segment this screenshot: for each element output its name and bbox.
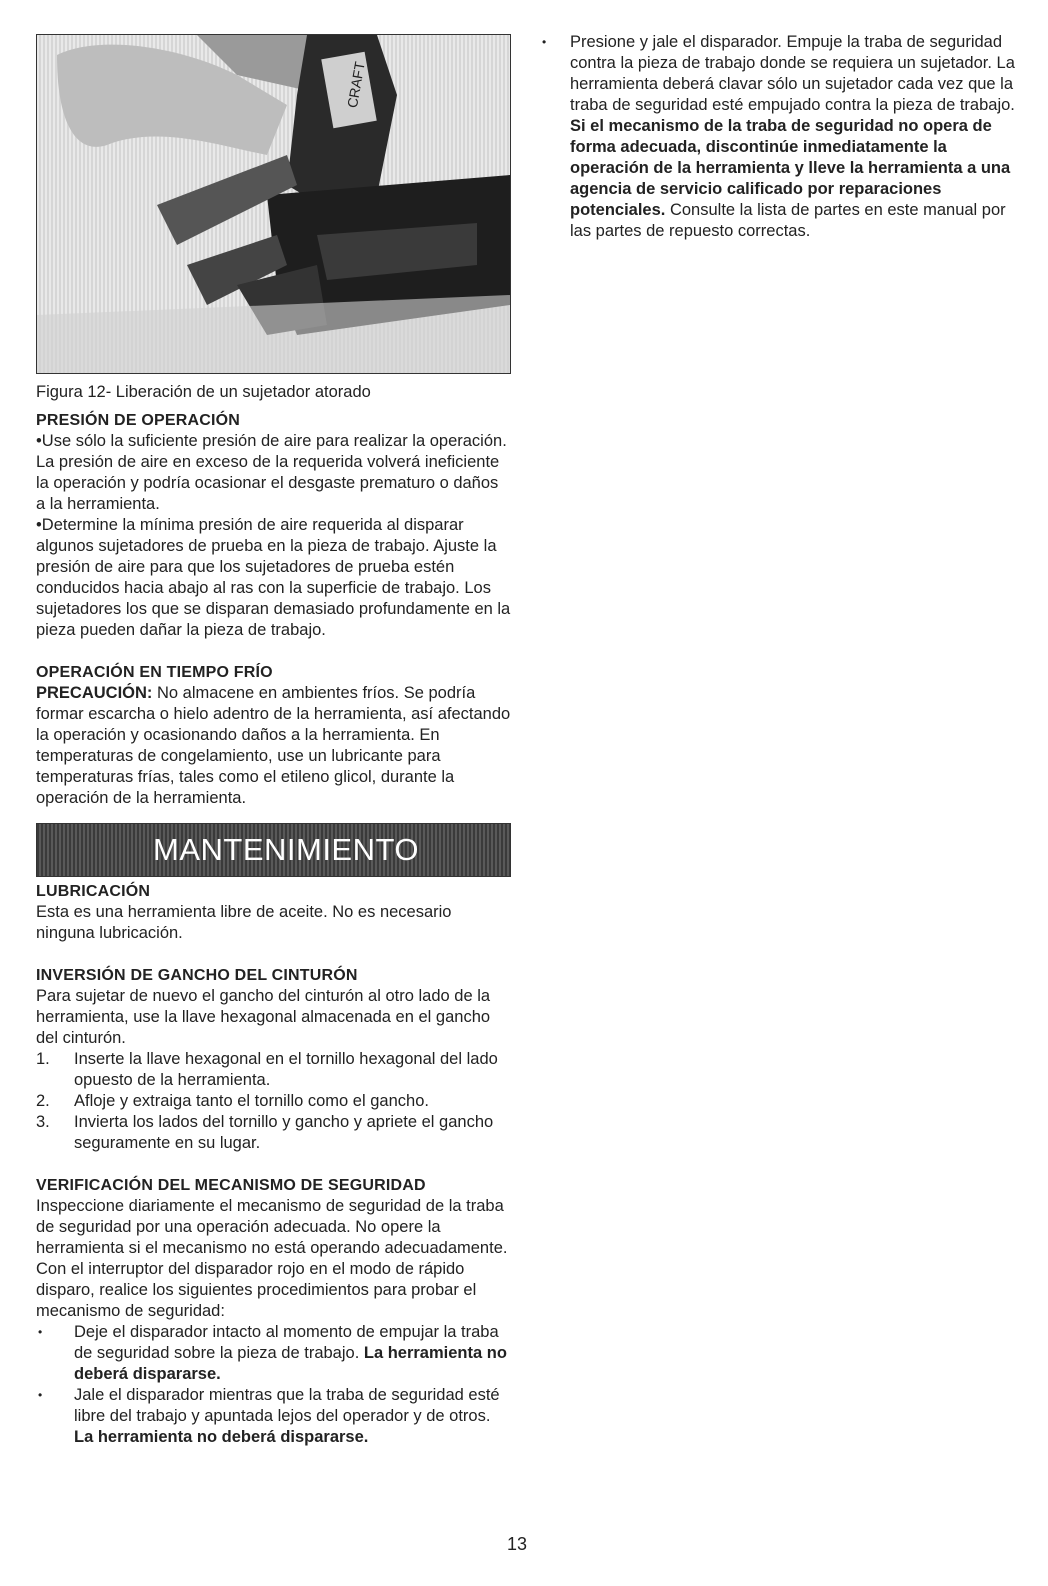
- frio-para: [36, 683, 511, 809]
- page-number: 13: [507, 1534, 528, 1554]
- banner-title: MANTENIMIENTO: [153, 832, 419, 867]
- gancho-steps: [36, 1049, 511, 1154]
- figure-caption: Figura 12- Liberación de un sujetador atorado: [36, 383, 371, 401]
- presion-para-1: •Use sólo la suficiente presión de aire para realizar la operación. La presión de aire en exceso de la requerida volverá ineficiente la operación y podría ocasionar el desgaste prematuro o daños a la herramienta.: [36, 432, 507, 513]
- right-text-bold: Si el mecanismo de la traba de seguridad no opera de forma adecuada, discontinúe inmediatamente la operación de la herramienta y lleve la herramienta a una agencia de servicio calificado por reparaciones potenciales.: [570, 117, 1011, 219]
- heading-verificacion: VERIFICACIÓN DEL MECANISMO DE SEGURIDAD: [36, 1177, 426, 1194]
- heading-frio: OPERACIÓN EN TIEMPO FRÍO: [36, 664, 273, 681]
- maintenance-banner: [36, 823, 511, 877]
- presion-para-2: •Determine la mínima presión de aire requerida al disparar algunos sujetadores de prueba en la pieza de trabajo. Ajuste la presión de aire para que los sujetadores de prueba estén conducidos hacia abajo al ras con la superficie de trabajo. Los sujetadores los que se disparan demasiado profundamente en la pieza pueden dañar la pieza de trabajo.: [36, 516, 511, 639]
- heading-presion: PRESIÓN DE OPERACIÓN: [36, 412, 241, 429]
- list-item: 3. Invierta los lados del tornillo y gancho y apriete el gancho seguramente en su lugar.: [36, 1113, 494, 1152]
- tool-brand-label: CRAFT: [343, 60, 368, 110]
- list-item: • Jale el disparador mientras que la traba de seguridad esté libre del trabajo y apuntada lejos del operador y de otros. La herramienta no deberá dispararse.: [38, 1386, 500, 1446]
- heading-gancho: INVERSIÓN DE GANCHO DEL CINTURÓN: [36, 967, 358, 984]
- right-text-after: Consulte la lista de partes en este manual por las partes de repuesto correctas.: [570, 201, 1006, 240]
- lubricacion-text: Esta es una herramienta libre de aceite. No es necesario ninguna lubricación.: [36, 903, 452, 942]
- right-text-before: Presione y jale el disparador. Empuje la traba de seguridad contra la pieza de trabajo donde se requiera un sujetador. La herramienta deberá clavar sólo un sujetador cada vez que la traba de seguridad esté empujado contra la pieza de trabajo.: [570, 33, 1015, 114]
- list-item: 1. Inserte la llave hexagonal en el tornillo hexagonal del lado opuesto de la herramienta.: [36, 1050, 498, 1089]
- list-item: 2. Afloje y extraiga tanto el tornillo como el gancho.: [36, 1092, 429, 1110]
- nailer-illustration: [37, 35, 510, 373]
- verificacion-para-2: Con el interruptor del disparador rojo en el modo de rápido disparo, realice los siguientes procedimientos para probar el mecanismo de seguridad:: [36, 1260, 477, 1320]
- right-column: [540, 32, 1018, 242]
- list-item: [540, 32, 1018, 242]
- bullet: •: [542, 35, 547, 49]
- list-item: • Deje el disparador intacto al momento de empujar la traba de seguridad sobre la pieza de trabajo. La herramienta no deberá dispararse.: [38, 1323, 507, 1383]
- caution-text: No almacene en ambientes fríos. Se podría formar escarcha o hielo adentro de la herramienta, así afectando la operación y ocasionando daños a la herramienta. En temperaturas de congelamiento, use un lubricante para temperaturas frías, tales como el etileno glicol, durante la operación de la herramienta.: [36, 684, 511, 807]
- gancho-intro: Para sujetar de nuevo el gancho del cinturón al otro lado de la herramienta, use la llave hexagonal almacenada en el gancho del cinturón.: [36, 987, 491, 1047]
- left-column: [36, 34, 511, 1448]
- heading-lubricacion: LUBRICACIÓN: [36, 883, 151, 900]
- verificacion-para-1: Inspeccione diariamente el mecanismo de seguridad de la traba de seguridad por una operación adecuada. No opere la herramienta si el mecanismo no está operando adecuadamente.: [36, 1197, 508, 1257]
- caution-label: PRECAUCIÓN:: [36, 684, 153, 702]
- verificacion-bullets: [36, 1322, 511, 1448]
- figure-photo: [36, 34, 511, 374]
